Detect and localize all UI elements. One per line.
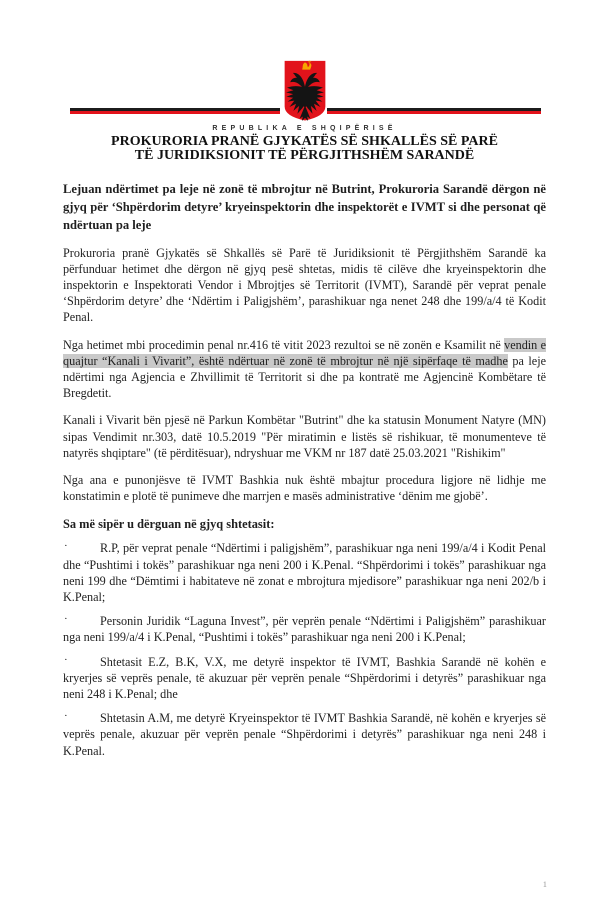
list-item-text: R.P, për veprat penale “Ndërtimi i paligjshëm”, parashikuar nga neni 199/a/4 i Kodit Penal dhe “Pushtimi i tokës” parashikuar nga neni 200 i K.Penal. “Shpërdorimi i tokës” parashikuar nga neni 199 dhe “Dëmtimi i habitateve në zonat e mbrojtura mjedisore” parashikuar nga neni 202/b i K.Penal; [63, 541, 546, 604]
paragraph-findings-after: pa leje ndërtimi nga Agjencia e Zhvillimit të Territorit si dhe pa kontratë me Agjencinë Kombëtare të Bregdetit. [63, 353, 546, 401]
list-item-inspectors [63, 654, 546, 703]
document-page [0, 58, 609, 907]
document-title-line1: PROKURORIA PRANË GJYKATËS SË SHKALLËS SË PARË [111, 134, 498, 149]
albania-coat-of-arms-icon [283, 58, 327, 122]
list-item-text: Shtetasit E.Z, B.K, V.X, me detyrë inspektor të IVMT, Bashkia Sarandë në kohën e kryerjes së veprës penale, të akuzuar për veprën penale “Shpërdorimi i detyrës” parashikuar nga neni 248 i K.Penal; dhe [63, 654, 546, 701]
defendants-list-heading: Sa më sipër u dërguan në gjyq shtetasit: [63, 517, 275, 532]
document-title-line2: TË JURIDIKSIONIT TË PËRGJITHSHËM SARANDË [134, 148, 475, 164]
republic-label: REPUBLIKA E SHQIPËRISË [212, 125, 397, 132]
list-item-rp [63, 540, 546, 605]
bullet-icon: · [64, 540, 68, 553]
bullet-icon: · [64, 613, 68, 626]
bullet-icon: · [64, 653, 68, 666]
paragraph-ivmt-procedure: Nga ana e punonjësve të IVMT Bashkia nuk është mbajtur procedura ligjore në lidhje me konstatimin e plotë të punimeve dhe marrjen e masës administrative ‘dënim me gjobë’. [63, 472, 546, 504]
paragraph-findings-before: Nga hetimet mbi procedimin penal nr.416 të vitit 2023 rezultoi se në zonën e Ksamilit në [63, 337, 505, 352]
list-item-laguna-invest [63, 613, 546, 645]
bullet-icon: · [64, 710, 68, 723]
masthead [63, 58, 546, 122]
list-item-chief-inspector [63, 710, 546, 759]
list-item-text: Personin Juridik “Laguna Invest”, për veprën penale “Ndërtimi i Paligjshëm” parashikuar nga neni 199/a/4 i K.Penal, “Pushtimi i tokës” parashikuar nga neni 200 i K.Penal; [63, 614, 546, 645]
highlighted-text: vendin e quajtur “Kanali i Vivarit”, është ndërtuar në zonë të mbrojtur në një sipërfaqe të madhe [63, 337, 546, 368]
masthead-stripe-right [327, 108, 541, 114]
lead-paragraph: Lejuan ndërtimet pa leje në zonë të mbrojtur në Butrint, Prokuroria Sarandë dërgon në gjyq për ‘Shpërdorim detyre’ kryeinspektorin dhe inspektorët e IVMT si dhe personat që ndërtuan pa leje [63, 181, 546, 232]
paragraph-findings [63, 337, 546, 402]
list-item-text: Shtetasin A.M, me detyrë Kryeinspektor të IVMT Bashkia Sarandë, në kohën e kryerjes së veprës penale, akuzuar për veprën penale “Shpërdorimi i detyrës” parashikuar nga neni 248 i K.Penal. [63, 711, 546, 758]
document-title [63, 135, 546, 164]
masthead-stripe-left [70, 108, 280, 114]
page-number: 1 [542, 879, 547, 889]
paragraph-investigation: Prokuroria pranë Gjykatës së Shkallës së Parë të Juridiksionit të Përgjithshëm Sarandë ka përfunduar hetimet dhe dërgon në gjyq pesë shtetas, midis të cilëve dhe kryeinspektorin dhe inspektorin e Inspektorati Vendor i Mbrojtjes së Territorit (IVMT), Sarandë për veprat penale ‘Shpërdorim detyre’ dhe ‘Ndërtim i Paligjshëm’, parashikuar nga nenet 248 dhe 199/a/4 të Kodit Penal. [63, 245, 546, 325]
paragraph-vivari-status: Kanali i Vivarit bën pjesë në Parkun Kombëtar "Butrint" dhe ka statusin Monument Natyre (MN) sipas Vendimit nr.303, datë 10.5.2019 "Për miratimin e listës së rishikuar, të monumenteve të natyrës shqiptare" (të përditësuar), ndryshuar me VKM nr 187 datë 25.03.2021 "Rishikim" [63, 413, 546, 460]
